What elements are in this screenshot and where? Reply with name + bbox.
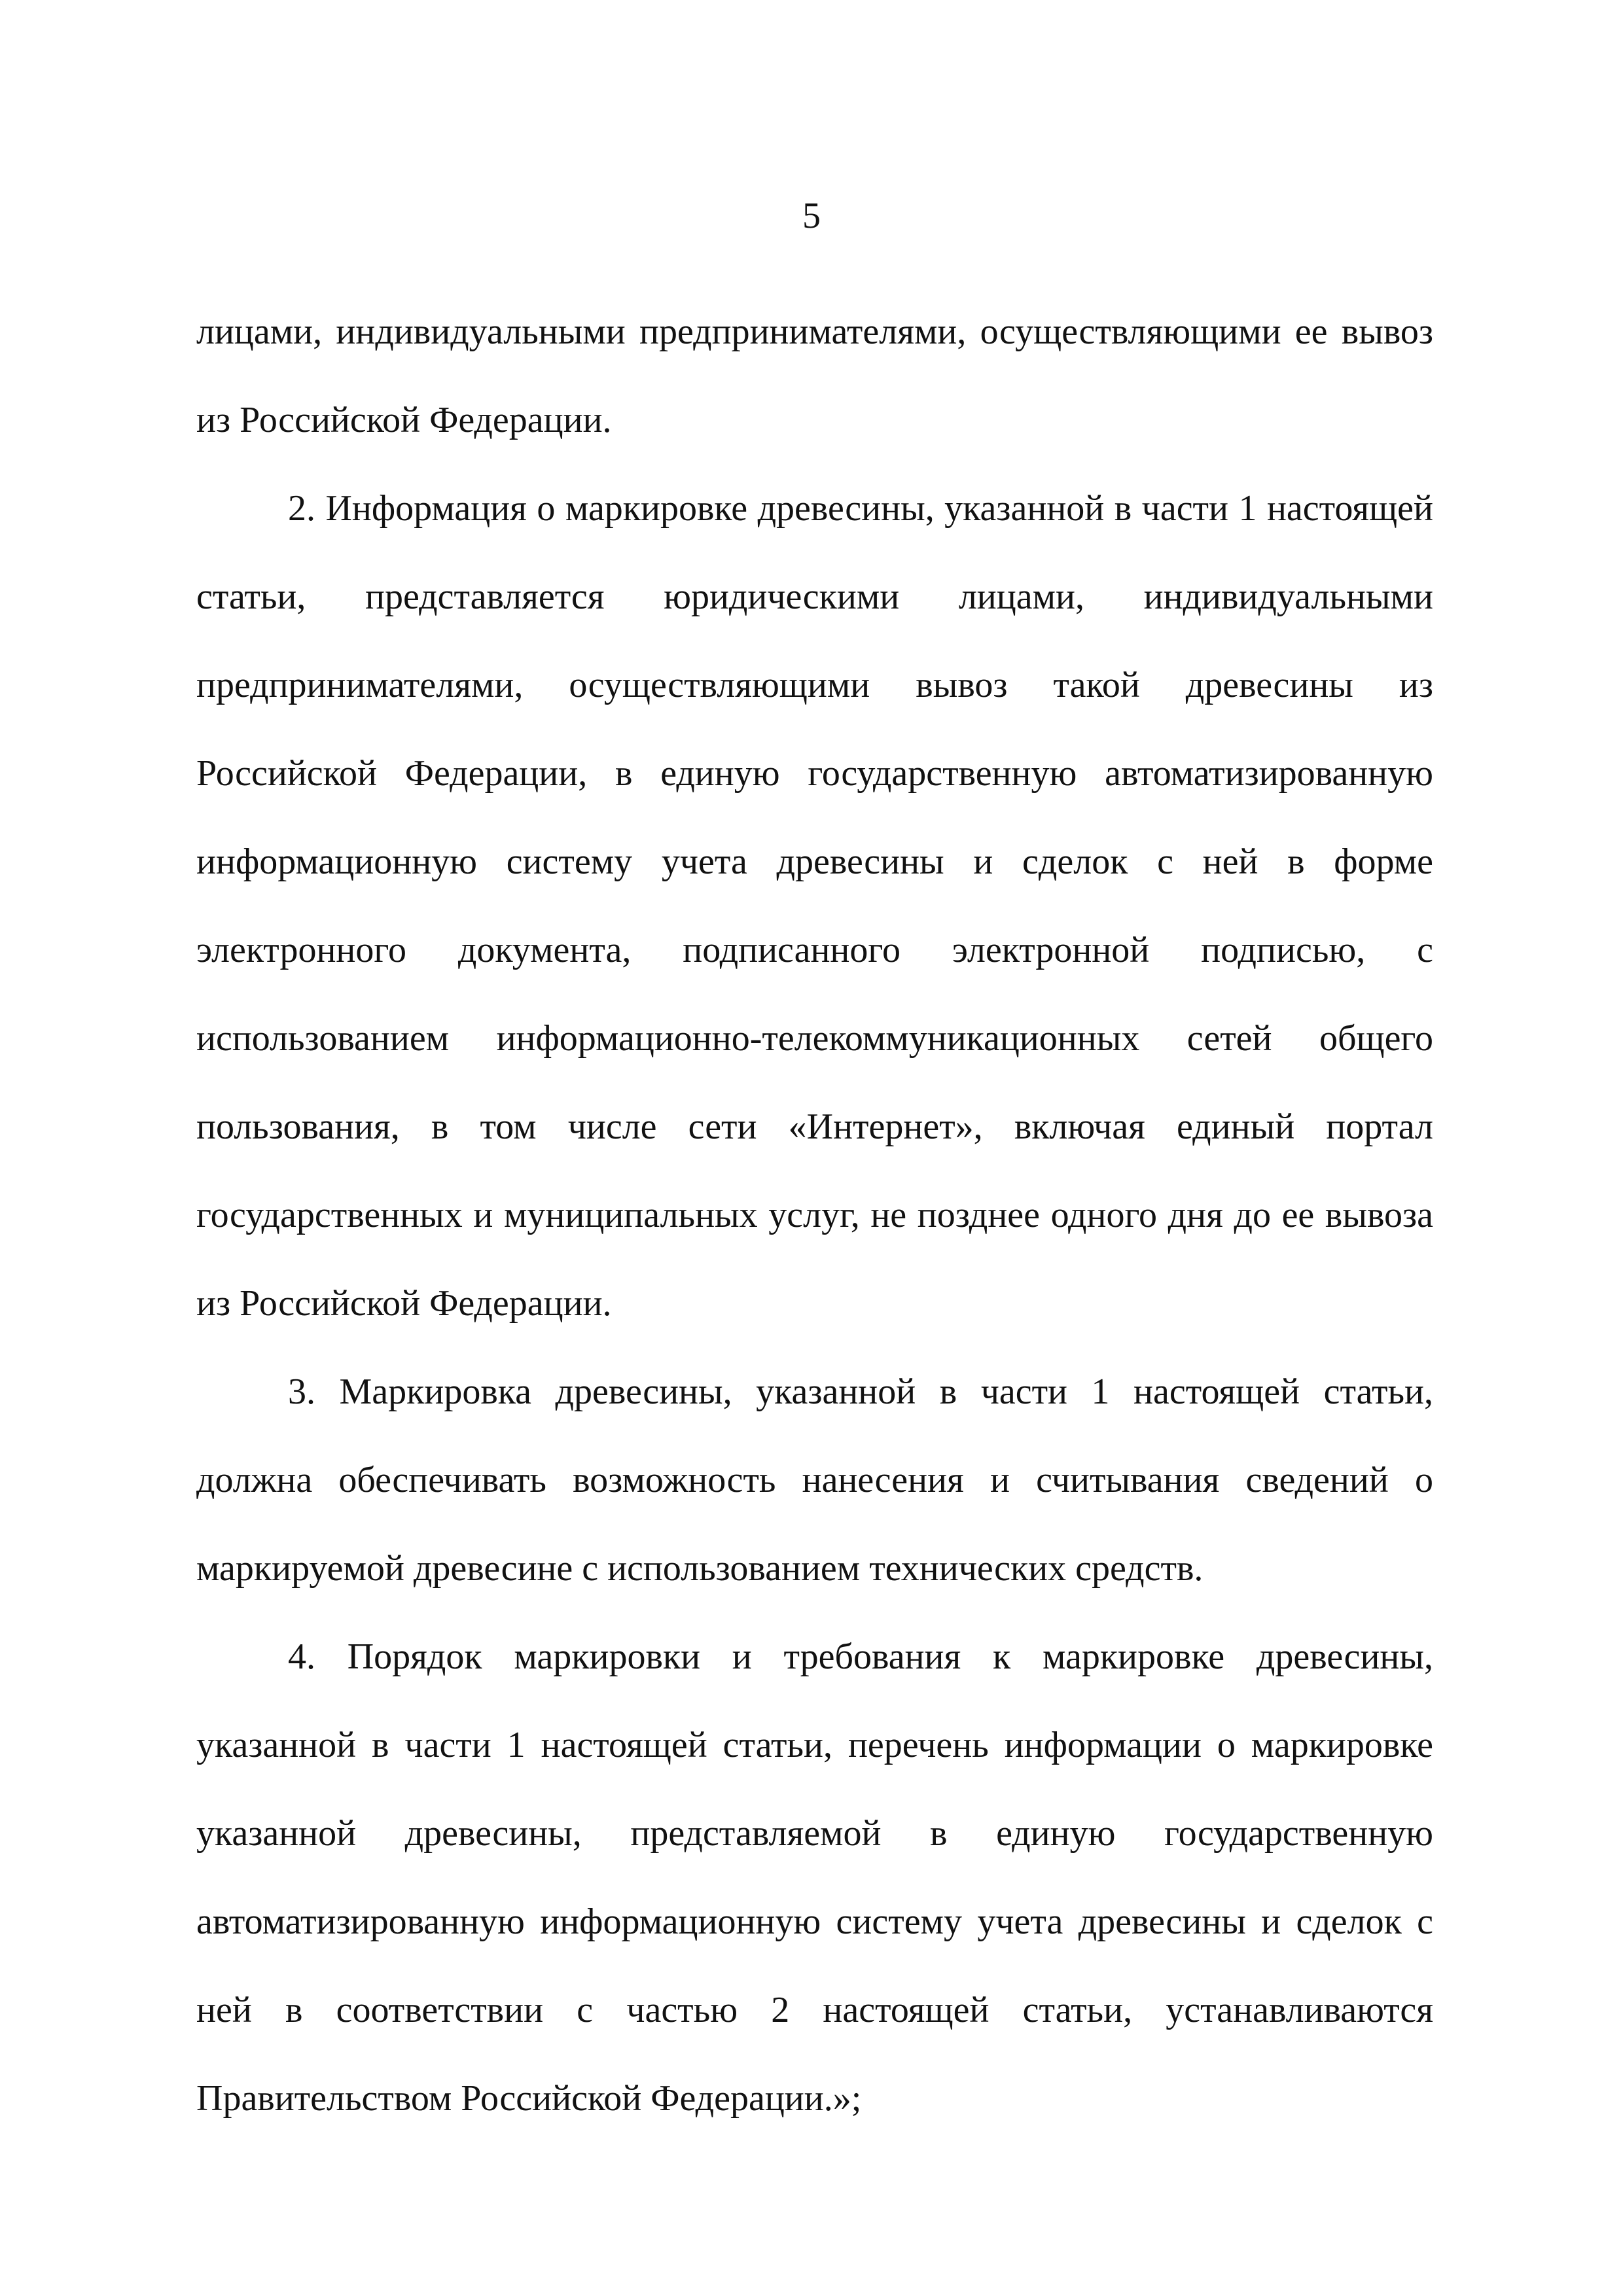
- paragraph-continuation: лицами, индивидуальными предпринимателями, осуществляющими ее вывоз из Российской Федерации.: [196, 311, 1433, 440]
- paragraph-part-3: 3. Маркировка древесины, указанной в части 1 настоящей статьи, должна обеспечивать возможность нанесения и считывания сведений о маркируемой древесине с использованием технических средств.: [196, 1371, 1433, 1589]
- paragraph-part-2: 2. Информация о маркировке древесины, указанной в части 1 настоящей статьи, представляется юридическими лицами, индивидуальными предпринимателями, осуществляющими вывоз такой древесины из Российской Федерации, в единую государственную автоматизированную информационную систему учета древесины и сделок с ней в форме электронного документа, подписанного электронной подписью, с использованием информационно-телекоммуникационных сетей общего пользования, в том числе сети «Интернет», включая единый портал государственных и муниципальных услуг, не позднее одного дня до ее вывоза из Российской Федерации.: [196, 488, 1433, 1324]
- document-body: [196, 288, 1433, 2143]
- paragraph-part-4: 4. Порядок маркировки и требования к маркировке древесины, указанной в части 1 настоящей статьи, перечень информации о маркировке указанной древесины, представляемой в единую государственную автоматизированную информационную систему учета древесины и сделок с ней в соответствии с частью 2 настоящей статьи, устанавливаются Правительством Российской Федерации.»;: [196, 1636, 1433, 2119]
- page-number: 5: [802, 196, 821, 236]
